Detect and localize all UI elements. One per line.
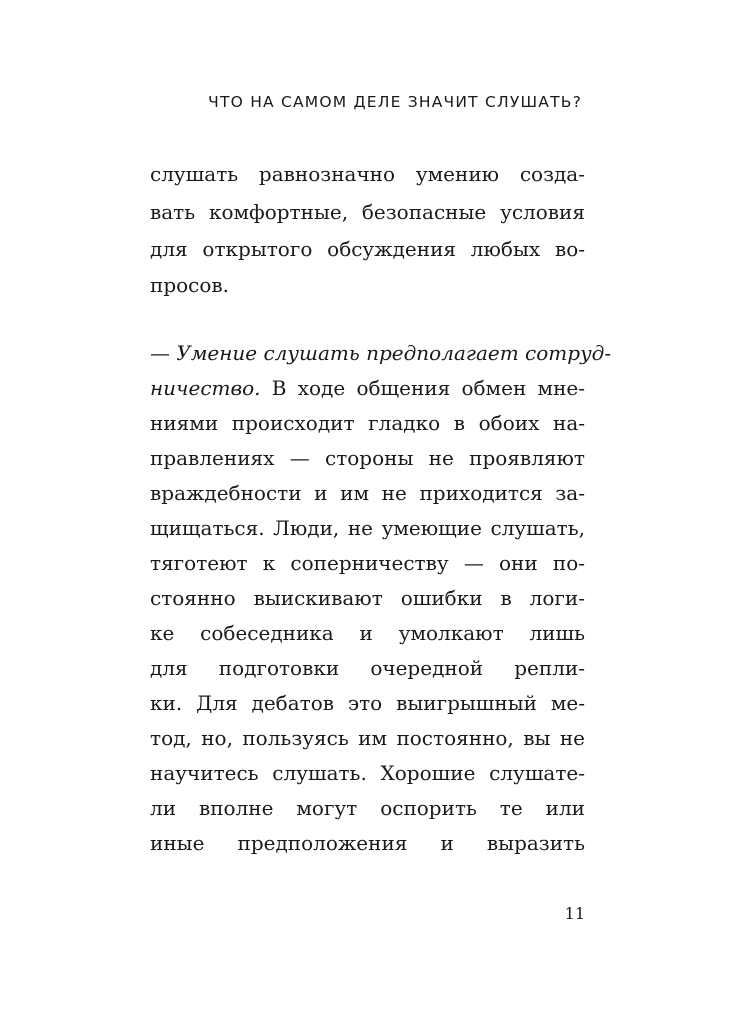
text-line: вать комфортные, безопасные условия	[150, 200, 585, 224]
text-line: враждебности и им не приходится за-	[150, 481, 585, 505]
text-line: ниями происходит гладко в обоих на-	[150, 411, 585, 435]
page-number: 11	[564, 904, 585, 923]
text-line: ли вполне могут оспорить те или	[150, 796, 585, 820]
text-line: ки. Для дебатов это выигрышный ме-	[150, 691, 585, 715]
text-line: правлениях — стороны не проявляют	[150, 446, 585, 470]
text-line: щищаться. Люди, не умеющие слушать,	[150, 516, 585, 540]
italic-lead: Умение слушать предполагает сотруд-	[176, 341, 612, 365]
italic-continuation: ничество.	[150, 376, 261, 400]
text-line-lead	[150, 339, 612, 367]
text-line: для открытого обсуждения любых во-	[150, 237, 585, 261]
text-line: просов.	[150, 273, 230, 297]
text-line: научитесь слушать. Хорошие слушате-	[150, 761, 585, 785]
text-line: тод, но, пользуясь им постоянно, вы не	[150, 726, 585, 750]
text-line: стоянно выискивают ошибки в логи-	[150, 586, 585, 610]
text-line: ке собеседника и умолкают лишь	[150, 621, 585, 645]
text-line: иные предположения и выразить	[150, 831, 585, 855]
text-line: для подготовки очередной репли-	[150, 656, 585, 680]
text-line	[150, 374, 585, 402]
text-line: тяготеют к соперничеству — они по-	[150, 551, 585, 575]
running-head: ЧТО НА САМОМ ДЕЛЕ ЗНАЧИТ СЛУШАТЬ?	[208, 93, 582, 111]
em-dash: —	[150, 341, 170, 365]
line-rest: В ходе общения обмен мне-	[271, 376, 586, 400]
text-line: слушать равнозначно умению созда-	[150, 162, 585, 186]
